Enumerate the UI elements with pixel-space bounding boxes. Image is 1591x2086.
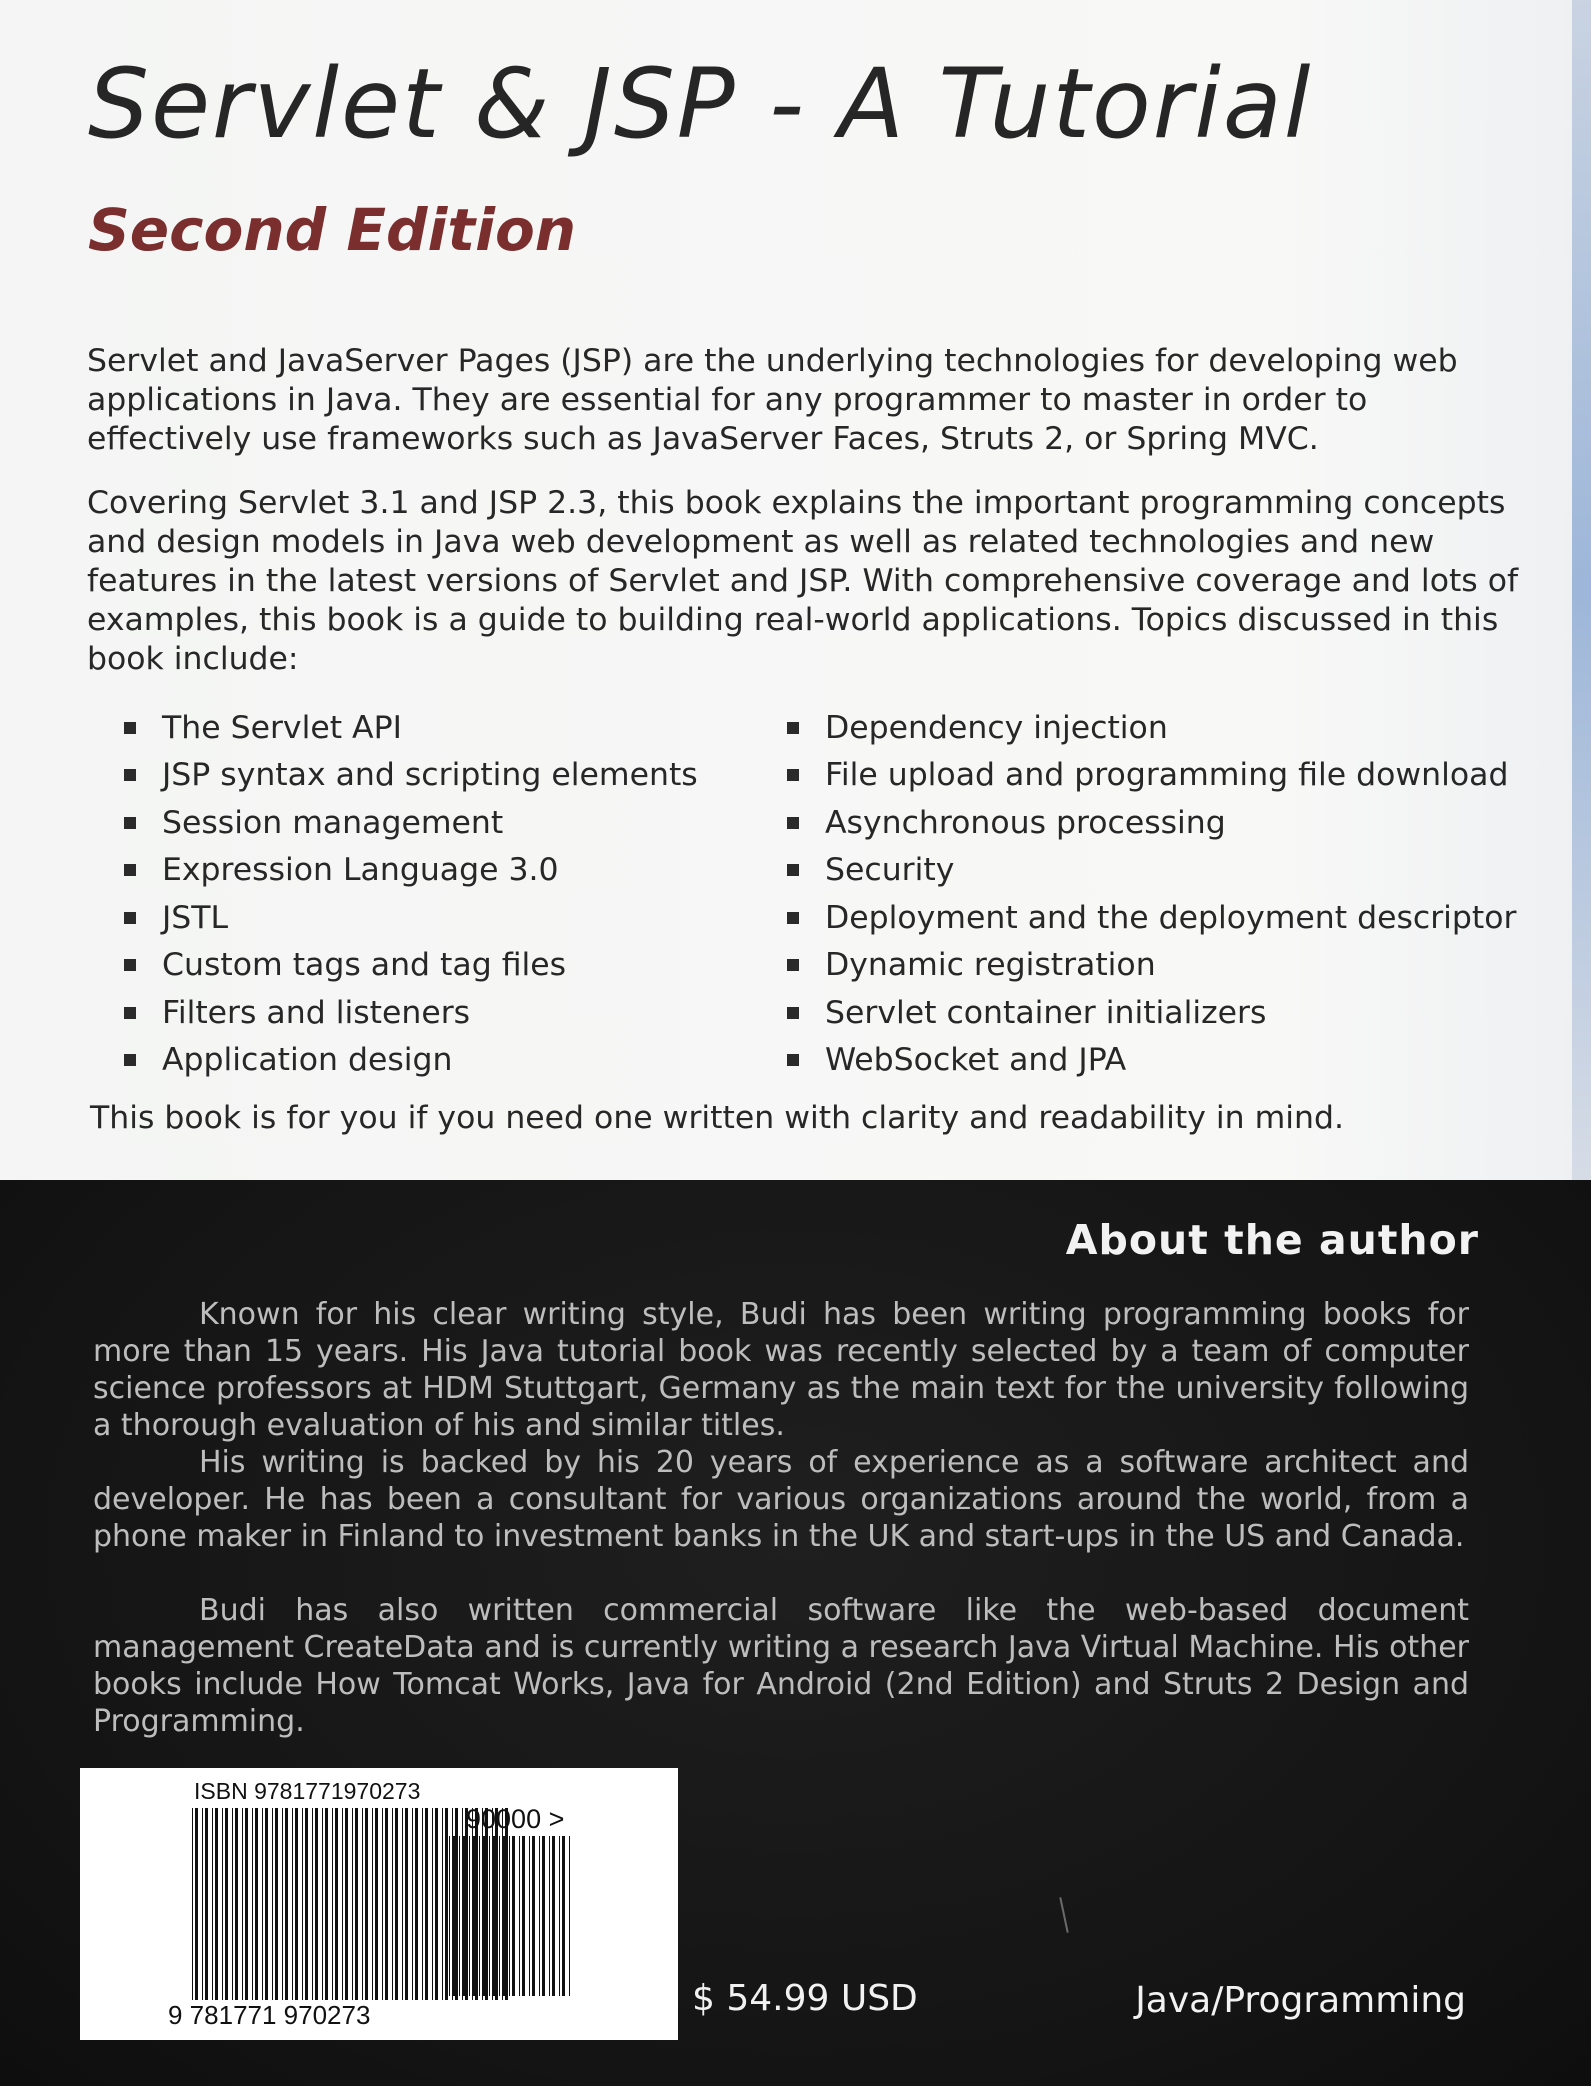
barcode-bar (252, 1808, 253, 2000)
barcode-bar (489, 1836, 490, 1996)
barcode-bar (292, 1808, 293, 2000)
barcode-bar (285, 1808, 288, 2000)
barcode-bar (232, 1808, 233, 2000)
square-bullet-icon (787, 959, 799, 971)
barcode-bar (492, 1836, 495, 1996)
barcode-bar (262, 1808, 263, 2000)
topic-item: Session management (124, 799, 744, 847)
barcode-bar (395, 1808, 398, 2000)
barcode-digits: 9 781771 970273 (168, 2000, 371, 2030)
barcode-bar (539, 1836, 540, 1996)
barcode-bar (415, 1808, 418, 2000)
author-bio-paragraph: Known for his clear writing style, Budi has been writing programming books for more than 15 years. His Java tutorial book was recently selected by a team of computer science professors at HDM Stuttgart, Germany as the main text for the university following a thorough evaluation of his and similar titles. (93, 1297, 1469, 1443)
barcode-bar (532, 1836, 535, 1996)
barcode-bar (315, 1808, 318, 2000)
topics-list-left (124, 704, 744, 1084)
price-addon-code: 90000 > (466, 1804, 565, 1834)
barcode-bar (282, 1808, 283, 2000)
barcode-bar (559, 1836, 560, 1996)
barcode-bar (295, 1808, 298, 2000)
closing-line: This book is for you if you need one written with clarity and readability in mind. (90, 1100, 1345, 1136)
about-author-heading: About the author (1065, 1216, 1479, 1264)
barcode-bar (522, 1836, 525, 1996)
square-bullet-icon (124, 912, 136, 924)
barcode-bar (569, 1836, 570, 1996)
barcode-bar (322, 1808, 323, 2000)
isbn-barcode-label (80, 1768, 678, 2040)
topic-item: Dependency injection (787, 704, 1577, 752)
square-bullet-icon (787, 1007, 799, 1019)
topic-item: Asynchronous processing (787, 799, 1577, 847)
barcode-bar (245, 1808, 248, 2000)
barcode-bar (435, 1808, 438, 2000)
square-bullet-icon (124, 722, 136, 734)
barcode-bar (352, 1808, 353, 2000)
barcode-bar (192, 1808, 193, 2000)
barcode-bar (472, 1836, 475, 1996)
barcode-bar (265, 1808, 268, 2000)
square-bullet-icon (124, 864, 136, 876)
barcode-bar (355, 1808, 358, 2000)
barcode-bar (305, 1808, 308, 2000)
square-bullet-icon (124, 1007, 136, 1019)
topic-item: Deployment and the deployment descriptor (787, 894, 1577, 942)
barcode-bar (519, 1836, 520, 1996)
barcode-bar (499, 1836, 500, 1996)
barcode-bar (195, 1808, 198, 2000)
square-bullet-icon (124, 1054, 136, 1066)
barcode-bar (562, 1836, 565, 1996)
barcode-bar (512, 1836, 515, 1996)
barcode-bar (242, 1808, 243, 2000)
barcode-bar (235, 1808, 238, 2000)
barcode-bar (272, 1808, 273, 2000)
topic-item: Custom tags and tag files (124, 942, 744, 990)
barcode-bar (255, 1808, 258, 2000)
barcode-bar (402, 1808, 403, 2000)
topic-item: Dynamic registration (787, 942, 1577, 990)
barcode-bar (459, 1836, 460, 1996)
barcode-bar (469, 1836, 470, 1996)
barcode-bar (432, 1808, 433, 2000)
square-bullet-icon (787, 769, 799, 781)
barcode-bar (312, 1808, 313, 2000)
barcode-bar (479, 1836, 480, 1996)
topic-item: JSP syntax and scripting elements (124, 752, 744, 800)
topic-item: Application design (124, 1037, 744, 1085)
barcode-bar (225, 1808, 228, 2000)
barcode-bar (365, 1808, 368, 2000)
author-bio-paragraph: Budi has also written commercial software like the web-based document management CreateData and is currently writing a research Java Virtual Machine. His other books include How Tomcat Works, Java for Android (2nd Edition) and Struts 2 Design and Programming. (93, 1593, 1469, 1739)
barcode-bar (375, 1808, 378, 2000)
square-bullet-icon (787, 1054, 799, 1066)
square-bullet-icon (787, 817, 799, 829)
topic-item: Filters and listeners (124, 989, 744, 1037)
topic-item: WebSocket and JPA (787, 1037, 1577, 1085)
barcode-bar (392, 1808, 393, 2000)
topic-item: File upload and programming file download (787, 752, 1577, 800)
topic-item: Security (787, 847, 1577, 895)
coverage-paragraph: Covering Servlet 3.1 and JSP 2.3, this book explains the important programming concepts and design models in Java web development as well as related technologies and new features in the latest versions of Servlet and JSP. With comprehensive coverage and lots of examples, this book is a guide to building real-world applications. Topics discussed in this book include: (87, 485, 1519, 677)
addon-barcode-bars (449, 1836, 571, 1996)
barcode-bar (302, 1808, 303, 2000)
topic-item: The Servlet API (124, 704, 744, 752)
barcode-bar (222, 1808, 223, 2000)
barcode-bar (362, 1808, 363, 2000)
category-label: Java/Programming (1135, 1980, 1466, 2021)
isbn-text: ISBN 9781771970273 (194, 1778, 421, 1804)
barcode-bar (205, 1808, 208, 2000)
barcode-bar (345, 1808, 348, 2000)
barcode-bar (549, 1836, 550, 1996)
barcode-bar (405, 1808, 408, 2000)
barcode-bar (442, 1808, 443, 2000)
barcode-bar (202, 1808, 203, 2000)
barcode-bar (382, 1808, 383, 2000)
spine-edge (1572, 0, 1591, 1180)
square-bullet-icon (787, 722, 799, 734)
topics-list-right (787, 704, 1577, 1084)
square-bullet-icon (124, 769, 136, 781)
edition-subtitle: Second Edition (88, 196, 577, 264)
barcode-bar (412, 1808, 413, 2000)
barcode-bar (275, 1808, 278, 2000)
square-bullet-icon (124, 959, 136, 971)
barcode-bar (502, 1836, 505, 1996)
barcode-bar (529, 1836, 530, 1996)
barcode-bar (422, 1808, 423, 2000)
barcode-bar (325, 1808, 328, 2000)
topic-item: Expression Language 3.0 (124, 847, 744, 895)
price-label: $ 54.99 USD (692, 1978, 918, 2019)
barcode-bar (552, 1836, 555, 1996)
barcode-bar (452, 1836, 455, 1996)
barcode-bar (215, 1808, 218, 2000)
barcode-bar (425, 1808, 428, 2000)
barcode-bar (449, 1836, 450, 1996)
barcode-bar (335, 1808, 338, 2000)
barcode-bar (482, 1836, 485, 1996)
square-bullet-icon (787, 912, 799, 924)
barcode-bar (212, 1808, 213, 2000)
topic-item: Servlet container initializers (787, 989, 1577, 1037)
intro-paragraph: Servlet and JavaServer Pages (JSP) are the underlying technologies for developing web applications in Java. They are essential for any programmer to master in order to effectively use frameworks such as JavaServer Faces, Struts 2, or Spring MVC. (87, 343, 1458, 457)
author-bio-paragraph: His writing is backed by his 20 years of experience as a software architect and developer. He has been a consultant for various organizations around the world, from a phone maker in Finland to investment banks in the UK and start-ups in the US and Canada. (93, 1445, 1469, 1554)
topic-item: JSTL (124, 894, 744, 942)
square-bullet-icon (124, 817, 136, 829)
barcode-bar (342, 1808, 343, 2000)
barcode-bar (332, 1808, 333, 2000)
barcode-bar (509, 1836, 510, 1996)
square-bullet-icon (787, 864, 799, 876)
barcode-bar (372, 1808, 373, 2000)
barcode-bar (445, 1808, 448, 2000)
barcode-bar (542, 1836, 545, 1996)
book-title: Servlet & JSP - A Tutorial (88, 48, 1313, 160)
barcode-bar (385, 1808, 388, 2000)
barcode-bar (462, 1836, 465, 1996)
